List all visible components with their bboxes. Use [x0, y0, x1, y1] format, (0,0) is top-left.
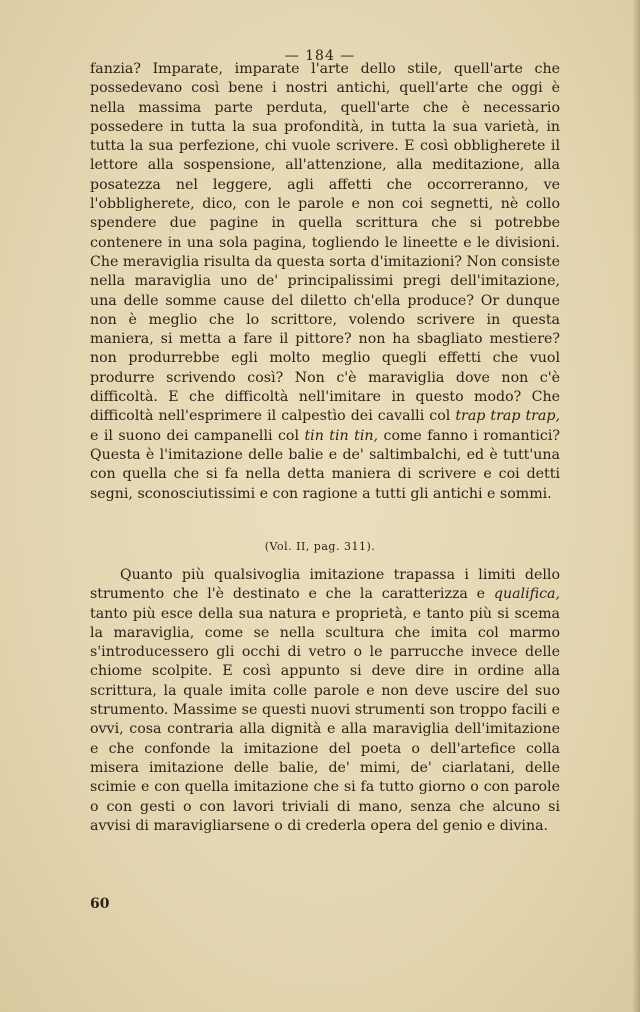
paragraph-1-italic-tin: tin tin tin,: [304, 427, 379, 444]
paragraph-1-text: fanzia? Imparate, imparate l'arte dello stile, quell'arte che possedevano così bene i nostri antichi, quell'arte che oggi è nella massima parte perduta, quell'arte che è necessario possedere in tutta la sua profondità, in tutta la sua varietà, in tutta la sua perfezione, chi vuole scrivere. E così obbligherete il lettore alla sospensione, all'attenzione, alla meditazione, alla posatezza nel leggere, agli affetti che occorreranno, ve l'obbligherete, dico, con le parole e non coi segnetti, nè collo spendere due pagine in quella scrittura che si potrebbe contenere in una sola pagina, togliendo le lineette e le divisioni. Che meraviglia risulta da questa sorta d'imitazioni? Non consiste nella maraviglia uno de' principalissimi pregi dell'imitazione, una delle somme cause del diletto ch'ella produce? Or dunque non è meglio che lo scrittore, volendo scrivere in questa maniera, si metta a fare il pittore? non ha sbagliato mestiere? non produrrebbe egli molto meglio quegli effetti che vuol produrre scrivendo così? Non c'è maraviglia dove non c'è difficoltà. E che difficoltà nell'imitare in questo modo? Che difficoltà nell'esprimere il calpestìo dei cavalli col: [90, 61, 560, 425]
paragraph-1: [90, 60, 560, 504]
paragraph-2-italic-qualifica: qualifica,: [493, 586, 560, 603]
page-edge-shadow: [632, 0, 640, 1012]
signature-number: 60: [90, 896, 110, 912]
paragraph-2: [90, 566, 560, 836]
paragraph-1-italic-trap: trap trap trap,: [455, 408, 560, 425]
paragraph-1-end: come fanno i romantici? Questa è l'imitazione delle balie e de' saltimbalchi, ed è tutt'una con quella che si fa nella detta maniera di scrivere e coi detti segni, sconosciutissimi e con ragione a tutti gli antichi e sommi.: [90, 427, 560, 502]
page-number-header: — 184 —: [284, 48, 356, 64]
paragraph-2-end: tanto più esce della sua natura e proprietà, e tanto più si scema la maraviglia, come se nella scultura che imita col marmo s'introducessero gli occhi di vetro o le parrucche invece delle chiome scolpite. E così appunto si deve dire in ordine alla scrittura, la quale imita colle parole e non deve uscire del suo strumento. Massime se questi nuovi strumenti son troppo facili e ovvi, cosa contraria alla dignità e alla maraviglia dell'imitazione e che confonde la imitazione del poeta o dell'artefice colla misera imitazione delle balie, de' mimi, de' ciarlatani, delle scimie e con quella imitazione che si fa tutto giorno o con parole o con gesti o con lavori triviali di mano, senza che alcuno si avvisi di maravigliarsene o di crederla opera del genio e divina.: [90, 605, 560, 834]
citation: (Vol. II, pag. 311).: [264, 540, 376, 553]
paragraph-2-start: Quanto più qualsivoglia imitazione trapassa i limiti dello strumento che l'è destinato e che la caratterizza e: [90, 567, 560, 603]
paragraph-1-mid: e il suono dei campanelli col: [90, 427, 305, 444]
